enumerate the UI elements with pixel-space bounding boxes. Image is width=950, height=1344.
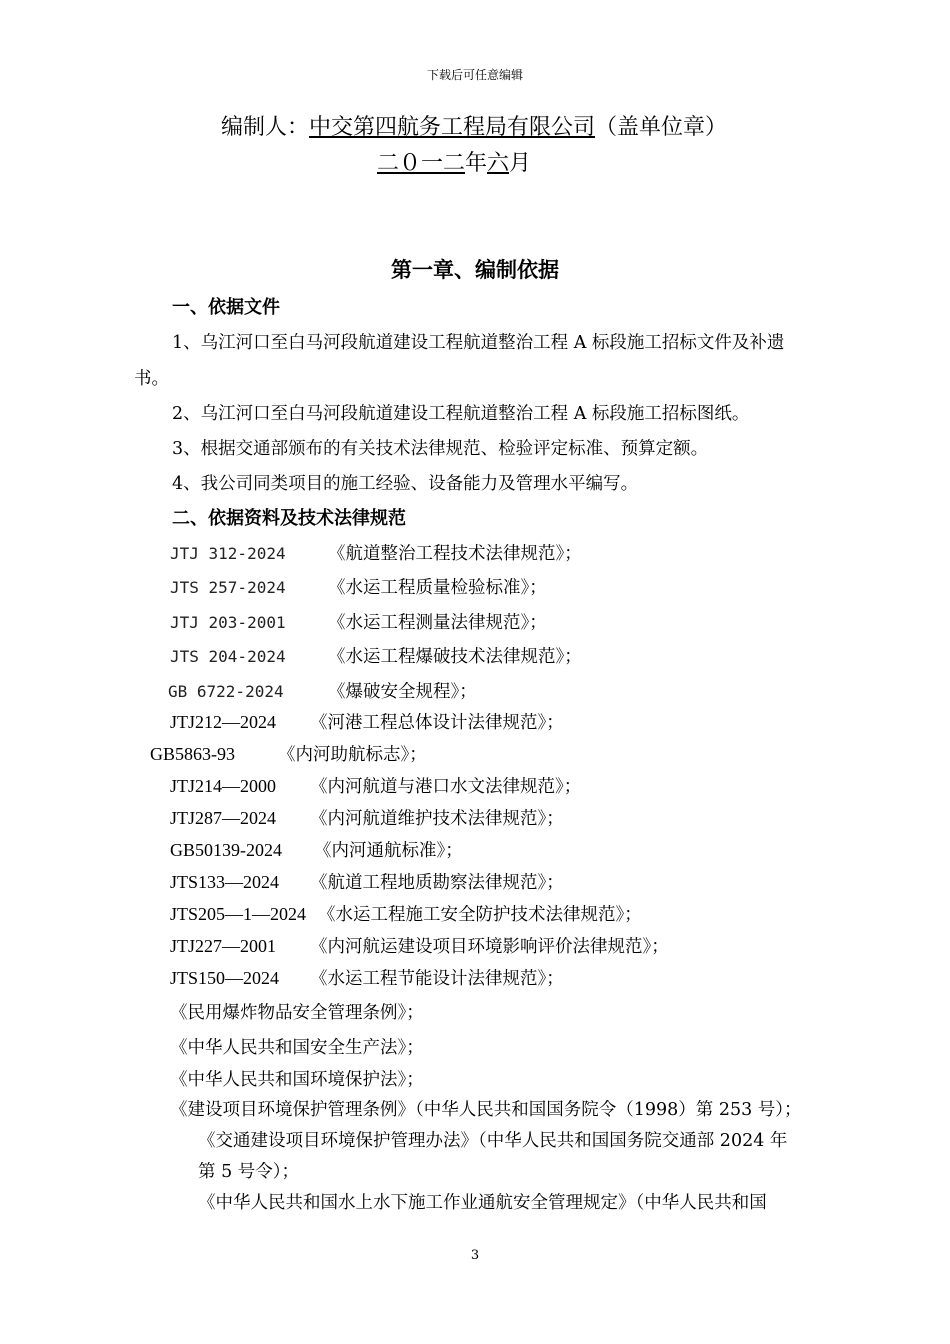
standard-item: [170, 869, 564, 894]
standard-code: JTJ212—2024: [170, 712, 277, 732]
standard-code: GB50139-2024: [170, 840, 282, 860]
standard-item: [170, 609, 547, 634]
basis-item-1-cont: 书。: [134, 369, 169, 389]
standard-item: [150, 741, 427, 766]
regulation-item: 《交通建设项目环境保护管理办法》（中华人民共和国国务院交通部 2024 年: [198, 1131, 788, 1151]
standard-name: 《内河航道与港口水文法律规范》；: [310, 777, 582, 797]
regulation-item: 《建设项目环境保护管理条例》（中华人民共和国国务院令（1998）第 253 号）；: [170, 1100, 802, 1120]
standard-item: [168, 678, 477, 703]
section-1-title: 一、依据文件: [172, 297, 280, 318]
basis-item-2: 2、乌江河口至白马河段航道建设工程航道整治工程 A 标段施工招标图纸。: [172, 404, 750, 424]
standard-name: 《水运工程爆破技术法律规范》；: [328, 647, 582, 667]
standard-code: JTJ214—2000: [170, 776, 277, 796]
header-note: 下载后可任意编辑: [426, 68, 523, 82]
standard-code: JTS133—2024: [170, 872, 280, 892]
standard-item: [170, 574, 547, 599]
standard-name: 《水运工程质量检验标准》；: [328, 578, 547, 598]
date-month: 六: [487, 151, 510, 176]
regulation-item-cont: 第 5 号令）；: [198, 1162, 300, 1182]
standard-item: [170, 933, 669, 958]
standard-name: 《内河航运建设项目环境影响评价法律规范》；: [310, 937, 669, 957]
standard-code: JTS150—2024: [170, 968, 280, 988]
compiler-label: 编制人：: [221, 115, 310, 140]
section-2-title: 二、依据资料及技术法律规范: [172, 508, 406, 529]
standard-item: [170, 643, 582, 668]
basis-item-4: 4、我公司同类项目的施工经验、设备能力及管理水平编写。: [172, 474, 639, 494]
regulation-item: 《中华人民共和国安全生产法》；: [170, 1038, 424, 1058]
regulation-item: 《中华人民共和国环境保护法》；: [170, 1070, 424, 1090]
regulation-item: 《中华人民共和国水上水下施工作业通航安全管理规定》（中华人民共和国: [198, 1193, 767, 1213]
date-line: [377, 146, 531, 177]
regulation-item: 《民用爆炸物品安全管理条例》；: [170, 1003, 424, 1023]
standard-name: 《爆破安全规程》；: [328, 682, 477, 702]
standard-item: [170, 965, 564, 990]
basis-item-1: 1、乌江河口至白马河段航道建设工程航道整治工程 A 标段施工招标文件及补遗: [172, 333, 785, 353]
standard-code: JTS 204-2024: [170, 647, 286, 666]
standard-item: [170, 540, 582, 565]
date-year-char: 年: [465, 151, 488, 176]
standard-item: [170, 837, 463, 862]
standard-code: JTS 257-2024: [170, 578, 286, 597]
standard-name: 《航道工程地质勘察法律规范》；: [310, 873, 564, 893]
standard-code: JTJ 312-2024: [170, 544, 286, 563]
standard-code: GB5863-93: [150, 744, 235, 764]
standard-code: JTJ 203-2001: [170, 613, 286, 632]
standard-name: 《水运工程节能设计法律规范》；: [310, 969, 564, 989]
standard-item: [170, 805, 564, 830]
standard-item: [170, 901, 642, 926]
standard-name: 《水运工程施工安全防护技术法律规范》；: [318, 905, 642, 925]
standard-name: 《河港工程总体设计法律规范》；: [310, 713, 564, 733]
standard-name: 《水运工程测量法律规范》；: [328, 613, 547, 633]
standard-code: GB 6722-2024: [168, 682, 284, 701]
compiler-company: 中交第四航务工程局有限公司: [309, 115, 596, 140]
standard-name: 《内河通航标准》；: [314, 841, 463, 861]
standard-name: 《内河助航标志》；: [278, 745, 427, 765]
compiler-line: [221, 110, 727, 141]
standard-item: [170, 709, 564, 734]
date-month-char: 月: [509, 151, 532, 176]
standard-code: JTJ287—2024: [170, 808, 277, 828]
basis-item-3: 3、根据交通部颁布的有关技术法律规范、检验评定标准、预算定额。: [172, 439, 709, 459]
page-number: 3: [470, 1248, 480, 1263]
date-year: 二０一二: [377, 151, 466, 176]
standard-name: 《内河航道维护技术法律规范》；: [310, 809, 564, 829]
chapter-title: 第一章、编制依据: [391, 257, 559, 282]
standard-name: 《航道整治工程技术法律规范》；: [328, 544, 582, 564]
standard-code: JTJ227—2001: [170, 936, 277, 956]
standard-item: [170, 773, 581, 798]
standard-code: JTS205—1—2024: [170, 904, 307, 924]
seal-note: （盖单位章）: [595, 115, 728, 140]
